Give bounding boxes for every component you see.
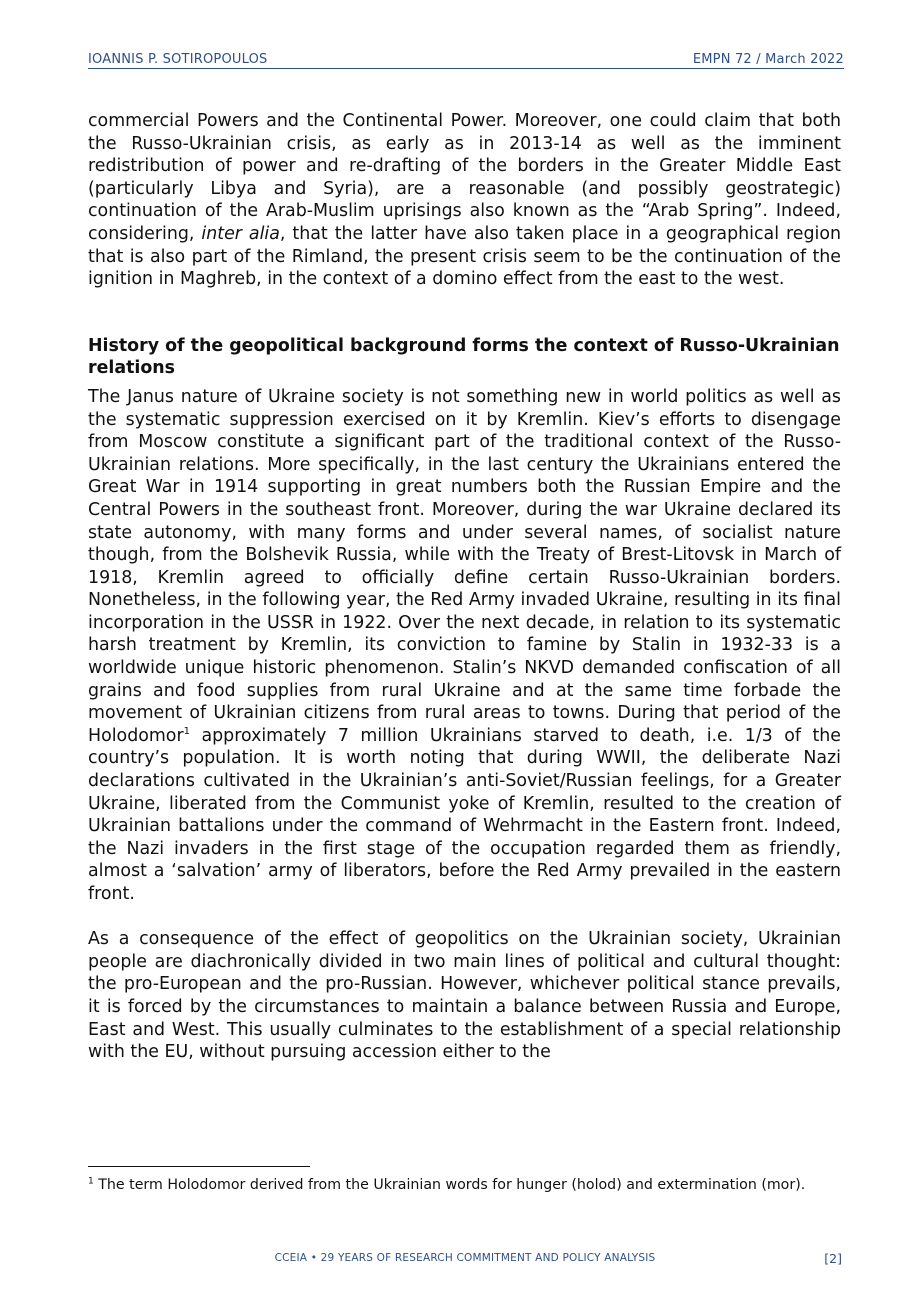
section-heading: History of the geopolitical background forms the context of Russo-Ukrainian relations xyxy=(88,335,840,379)
paragraph-1-italic: inter alia xyxy=(201,223,280,244)
header-author: IOANNIS P. SOTIROPOULOS xyxy=(88,52,268,67)
paragraph-2-start: The Janus nature of Ukraine society is not something new in world politics as well as the systematic suppression exercised on it by Kremlin. Kiev’s efforts to disengage from Moscow constitute a significant part of the traditional context of the Russo-Ukrainian relations. More specifically, in the last century the Ukrainians entered the Great War in 1914 supporting in great numbers both the Russian Empire and the Central Powers in the southeast front. Moreover, during the war Ukraine declared its state autonomy, with many forms and under several names, of socialist nature though, from the Bolshevik Russia, while with the Treaty of Brest-Litovsk in March of 1918, Kremlin agreed to officially define certain Russo-Ukrainian borders. Nonetheless, in the following year, the Red Army invaded Ukraine, resulting in its final incorporation in the USSR in 1922. Over the next decade, in relation to its systematic harsh treatment by Kremlin, its conviction to famine by Stalin in 1932-33 is a worldwide unique historic phenomenon. Stalin’s NKVD demanded confiscation of all grains and food supplies from rural Ukraine and at the same time forbade the movement of Ukrainian citizens from rural areas to towns. During that period of the Holodomor xyxy=(88,386,841,746)
paragraph-1 xyxy=(88,110,841,291)
paragraph-3: As a consequence of the effect of geopolitics on the Ukrainian society, Ukrainian people are diachronically divided in two main lines of political and cultural thought: the pro-European and the pro-Russian. However, whichever political stance prevails, it is forced by the circumstances to maintain a balance between Russia and Europe, East and West. This usually culminates to the establishment of a special relationship with the EU, without pursuing accession either to the xyxy=(88,929,841,1063)
footnote xyxy=(88,1176,841,1195)
footnote-reference[interactable]: 1 xyxy=(183,726,190,738)
paragraph-2 xyxy=(88,386,841,906)
paragraph-gap xyxy=(88,906,841,929)
article-body xyxy=(88,110,841,1064)
page-number: [2] xyxy=(824,1251,842,1266)
paragraph-1-end: , that the latter have also taken place in a geographical region that is also part of the Rimland, the present crisis seem to be the continuation of the ignition in Maghreb, in the context of a domino effect from the east to the west. xyxy=(88,223,842,290)
header-issue: EMPN 72 / March 2022 xyxy=(692,52,844,67)
footer-tagline: CCEIA • 29 YEARS OF RESEARCH COMMITMENT AND POLICY ANALYSIS xyxy=(274,1252,656,1264)
paragraph-2-end: approximately 7 million Ukrainians starved to death, i.e. 1/3 of the country’s population. It is worth noting that during WWII, the deliberate Nazi declarations cultivated in the Ukrainian’s anti-Soviet/Russian feelings, for a Greater Ukraine, liberated from the Communist yoke of Kremlin, resulted to the creation of Ukrainian battalions under the command of Wehrmacht in the Eastern front. Indeed, the Nazi invaders in the first stage of the occupation regarded them as friendly, almost a ‘salvation’ army of liberators, before the Red Army prevailed in the eastern front. xyxy=(88,725,841,904)
page-header xyxy=(88,52,844,69)
footnote-text: The term Holodomor derived from the Ukrainian words for hunger (holod) and extermination (mor). xyxy=(93,1177,806,1193)
footnote-separator xyxy=(88,1166,310,1167)
paragraph-1-start: commercial Powers and the Continental Power. Moreover, one could claim that both the Russo-Ukrainian crisis, as early as in 2013-14 as well as the imminent redistribution of power and re-drafting of the borders in the Greater Middle East (particularly Libya and Syria), are a reasonable (and possibly geostrategic) continuation of the Arab-Muslim uprisings also known as the “Arab Spring”. Indeed, considering, xyxy=(88,111,841,244)
footnote-number: 1 xyxy=(88,1176,94,1187)
